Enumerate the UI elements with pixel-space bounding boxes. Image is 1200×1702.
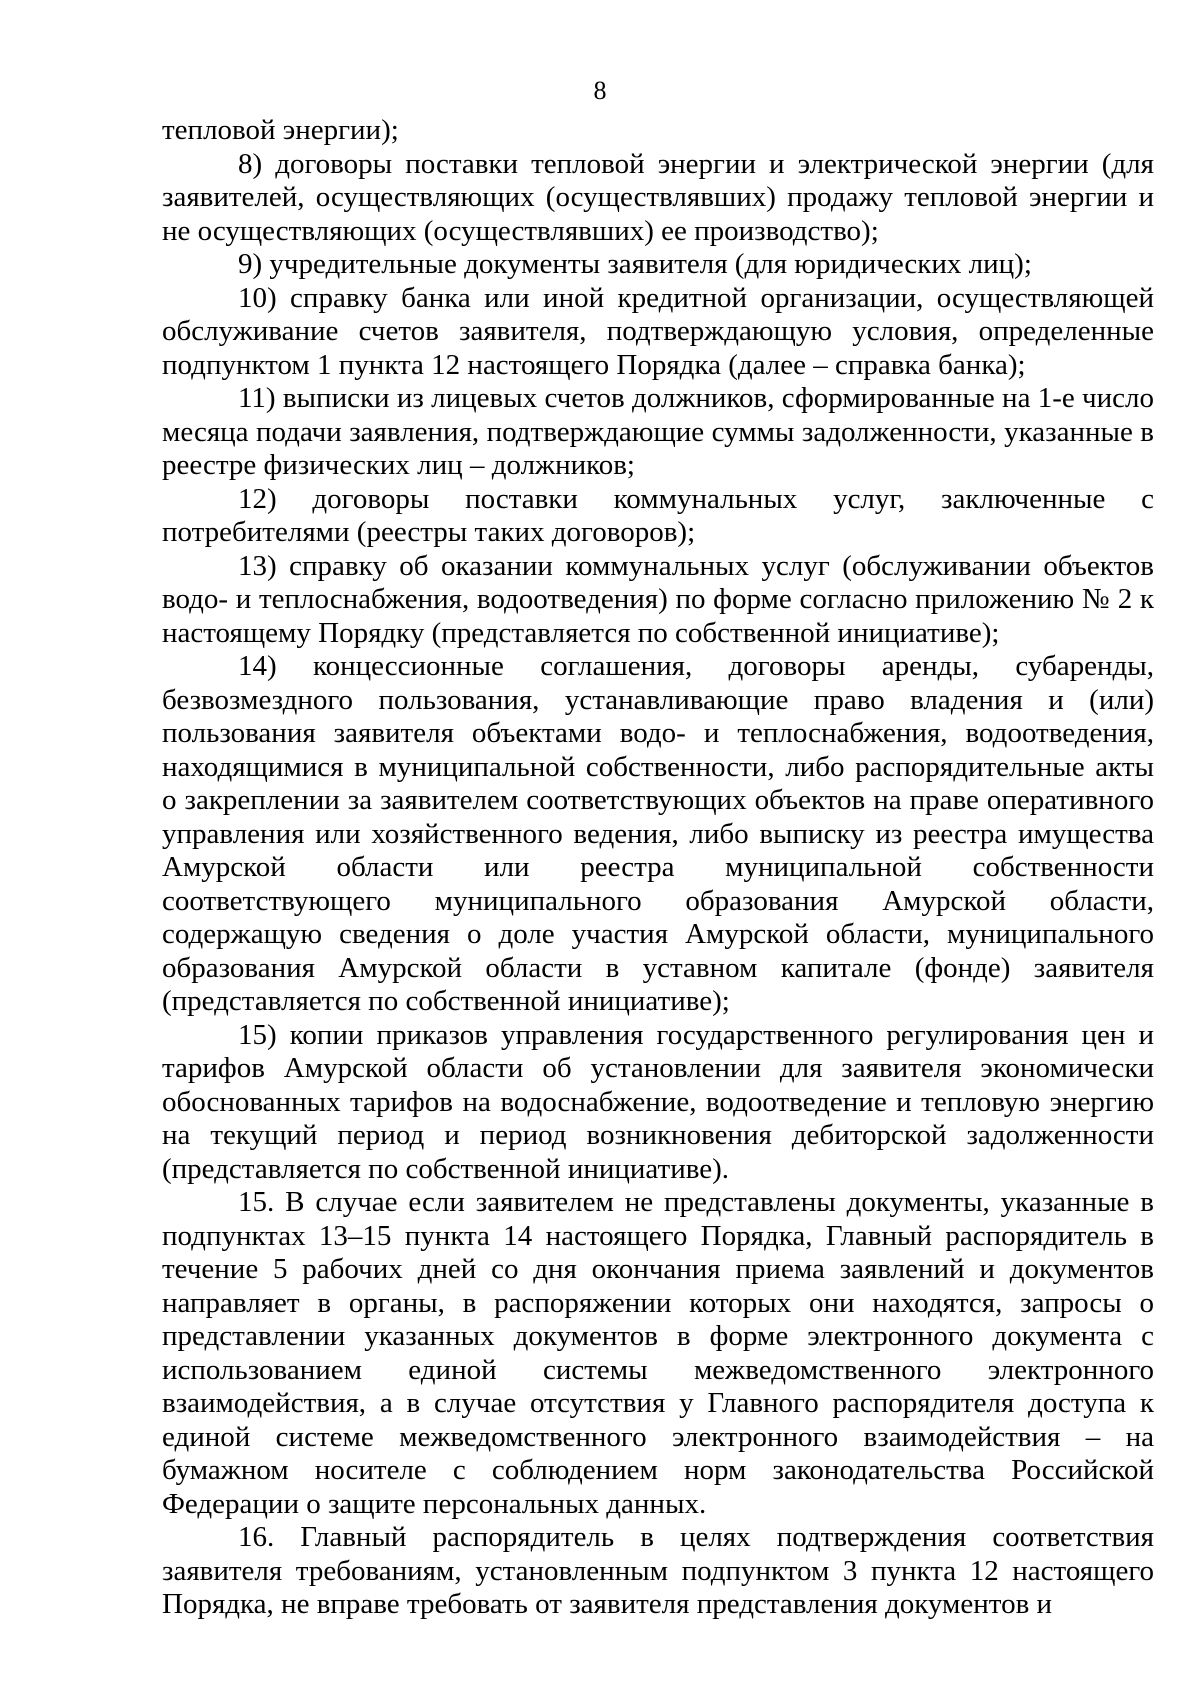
- paragraph-item-8: 8) договоры поставки тепловой энергии и электрической энергии (для заявителей, осуществляющих (осуществлявших) продажу тепловой энергии и не осуществляющих (осуществлявших) ее производство);: [162, 147, 1154, 247]
- paragraph-item-11: 11) выписки из лицевых счетов должников, сформированные на 1-е число месяца подачи заявления, подтверждающие суммы задолженности, указанные в реестре физических лиц – должников;: [162, 382, 1154, 481]
- page-number: 8: [593, 76, 607, 105]
- paragraph-item-15: 15) копии приказов управления государственного регулирования цен и тарифов Амурской области об установлении для заявителя экономически обоснованных тарифов на водоснабжение, водоотведение и тепловую энергию на текущий период и период возникновения дебиторской задолженности (представляется по собственной инициативе).: [162, 1018, 1154, 1185]
- paragraph-item-10: 10) справку банка или иной кредитной организации, осуществляющей обслуживание счетов заявителя, подтверждающую условия, определенные подпунктом 1 пункта 12 настоящего Порядка (далее – справка банка);: [162, 281, 1154, 381]
- paragraph-item-14: 14) концессионные соглашения, договоры аренды, субаренды, безвозмездного пользования, устанавливающие право владения и (или) пользования заявителя объектами водо- и теплоснабжения, водоотведения, находящимися в муниципальной собственности, либо распорядительные акты о закреплении за заявителем соответствующих объектов на праве оперативного управления или хозяйственного ведения, либо выписку из реестра имущества Амурской области или реестра муниципальной собственности соответствующего муниципального образования Амурской области, содержащую сведения о доле участия Амурской области, муниципального образования Амурской области в уставном капитале (фонде) заявителя (представляется по собственной инициативе);: [162, 650, 1154, 1017]
- paragraph-clause-16: 16. Главный распорядитель в целях подтверждения соответствия заявителя требованиям, установленным подпунктом 3 пункта 12 настоящего Порядка, не вправе требовать от заявителя представления документов и: [162, 1521, 1154, 1620]
- paragraph-continuation: тепловой энергии);: [162, 114, 399, 146]
- document-body: [162, 114, 1154, 1622]
- paragraph-item-12: 12) договоры поставки коммунальных услуг, заключенные с потребителями (реестры таких договоров);: [162, 482, 1154, 548]
- paragraph-item-9: 9) учредительные документы заявителя (для юридических лиц);: [238, 248, 1032, 280]
- paragraph-item-13: 13) справку об оказании коммунальных услуг (обслуживании объектов водо- и теплоснабжения, водоотведения) по форме согласно приложению № 2 к настоящему Порядку (представляется по собственной инициативе);: [162, 549, 1154, 649]
- paragraph-clause-15: 15. В случае если заявителем не представлены документы, указанные в подпунктах 13–15 пункта 14 настоящего Порядка, Главный распорядитель в течение 5 рабочих дней со дня окончания приема заявлений и документов направляет в органы, в распоряжении которых они находятся, запросы о представлении указанных документов в форме электронного документа с использованием единой системы межведомственного электронного взаимодействия, а в случае отсутствия у Главного распорядителя доступа к единой системе межведомственного электронного взаимодействия – на бумажном носителе с соблюдением норм законодательства Российской Федерации о защите персональных данных.: [162, 1186, 1154, 1520]
